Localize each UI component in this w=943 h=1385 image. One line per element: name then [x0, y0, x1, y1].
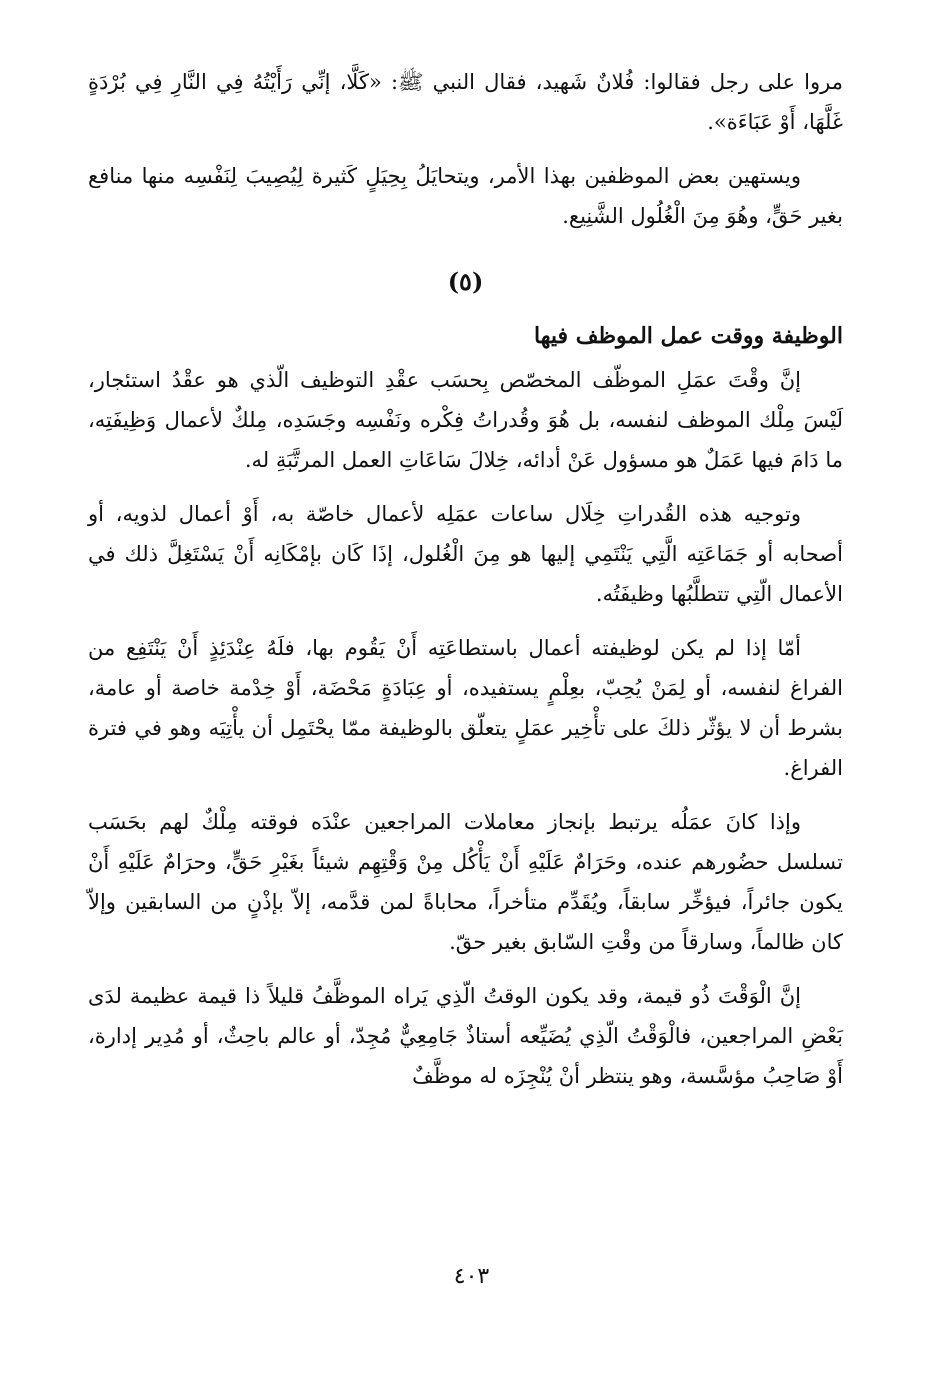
paragraph-directing-abilities: وتوجيه هذه القُدراتِ خِلَال ساعات عمَلِه لأعمال خاصّة به، أَوْ أعمال لذويه، أو أصحابه أو جَمَاعَتِه الَّتِي يَنْتَمِي إليها هو مِنَ الْغُلول، إذَا كَان بإمْكَانِه أَنْ يَسْتَغِلَّ ذلك في الأعمال الّتِي تتطلَّبُها وظيفَتُه.	[88, 502, 843, 606]
section-title: الوظيفة ووقت عمل الموظف فيها	[534, 323, 843, 349]
paragraph-work-time-ownership: إنَّ وقْتَ عمَلِ الموظّف المخصّص بِحسَب عقْدِ التوظيف الّذي هو عقْدُ استئجار، لَيْسَ مِلْك الموظف لنفسه، بل هُوَ وقُدراتُ فِكْره ونَفْسِه وجَسَدِه، مِلكٌ لأعمال وَظِيفَتِه، ما دَامَ فيها عَمَلٌ هو مسؤول عَنْ أدائه، خِلالَ سَاعَاتِ العمل المرتَّبَةِ له.	[88, 368, 843, 472]
paragraph-free-time-use: أمّا إذا لم يكن لوظيفته أعمال باستطاعَتِه أَنْ يَقُوم بها، فلَهُ عِنْدَئِذٍ أَنْ يَنْتَفِع من الفراغ لنفسه، أو لِمَنْ يُحِبّ، بعِلْمٍ يستفيده، أو عِبَادَةٍ مَحْضَة، أَوْ خِدْمة خاصة أو عامة، بشرط أن لا يؤثّر ذلكَ على تأْخِير عمَلٍ يتعلّق بالوظيفة ممّا يحْتَمِل أن يأْتِيَه وهو في فترة الفراغ.	[88, 636, 843, 780]
section-number: (٥)	[447, 267, 484, 296]
paragraph-reviewer-order: وإذا كانَ عمَلُه يرتبط بإنجاز معاملات المراجعين عنْدَه فوقته مِلْكٌ لهم بحَسَب تسلسل حضُورهم عنده، وحَرَامٌ عَلَيْهِ أَنْ يَأْكُل مِنْ وَقْتِهِم شيئاً بغَيْرِ حَقٍّ، وحرَامٌ عَلَيْهِ أَنْ يكون جائراً، فيؤخِّر سابقاً، ويُقَدِّم متأخراً، محاباةً لمن قدَّمه، إلاّ بإذْنٍ من السابقين وإلاّ كان ظالماً، وسارقاً من وقْتِ السّابق بغير حقّ.	[88, 810, 843, 954]
page-number: ٤٠٣	[453, 1264, 490, 1289]
paragraph-ghulul-intro: ويستهين بعض الموظفين بهذا الأمر، ويتحايَلُ بِحِيَلٍ كَثيرة لِيُصِيبَ لِنَفْسِه منها منافع بغير حَقٍّ، وهُوَ مِنَ الْغُلُول الشَّنِيع.	[88, 164, 843, 228]
paragraph-hadith-continuation: مروا على رجل فقالوا: فُلانٌ شَهيد، فقال النبي ﷺ: «كَلَّا، إنِّي رَأَيْتُهُ فِي النَّارِ فِي بُرْدَةٍ غَلَّهَا، أَوْ عَبَاءَة».	[88, 70, 843, 134]
paragraph-value-of-time: إنَّ الْوَقْتَ ذُو قيمة، وقد يكون الوقتُ الّذِي يَراه الموظَّفُ قليلاً ذا قيمة عظيمة لدَى بَعْضِ المراجعين، فالْوَقْتُ الّذِي يُضَيِّعه أستاذٌ جَامِعِيٌّ مُجِدّ، أو عالم باحِثٌ، أو مُدِير إدارة، أَوْ صَاحِبُ مؤسَّسة، وهو ينتظر أنْ يُنْجِزَه له موظَّفٌ	[88, 984, 843, 1088]
document-page	[88, 62, 843, 1385]
